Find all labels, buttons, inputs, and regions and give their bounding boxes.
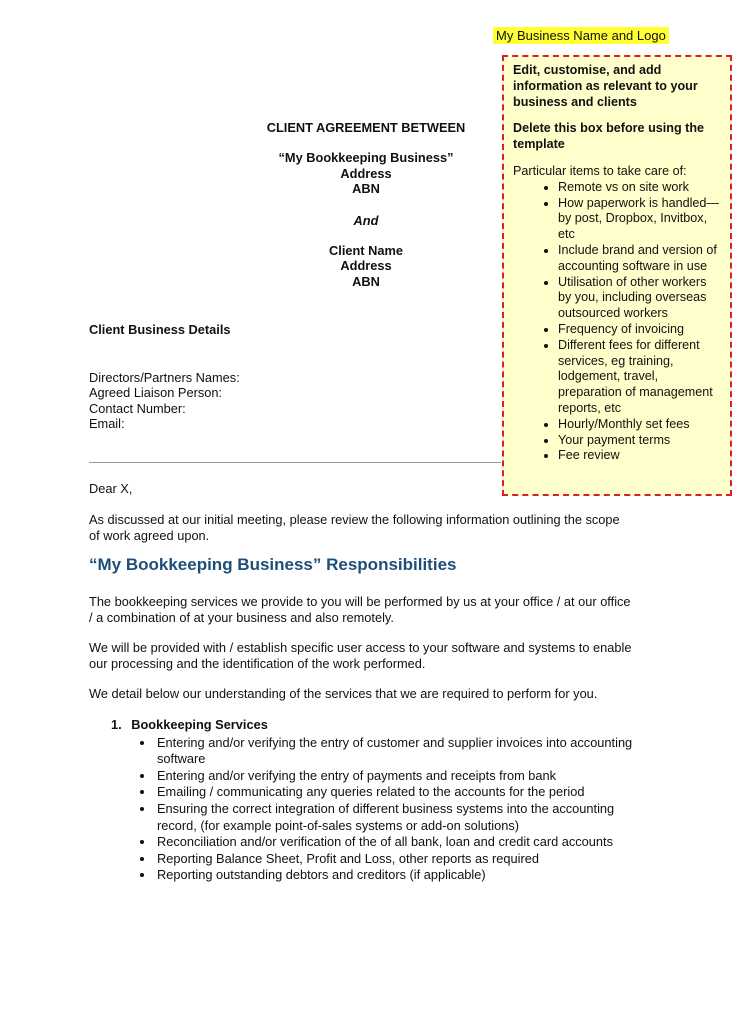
client-address: Address xyxy=(340,258,392,274)
paragraph-3-text: We detail below our understanding of the services that we are required to perform for you. xyxy=(89,686,598,701)
service-item: • Entering and/or verifying the entry of customer and supplier invoices into accounting software xyxy=(155,735,650,768)
note-item: • Fee review xyxy=(558,448,722,464)
note-item: • Your payment terms xyxy=(558,433,722,449)
client-name: Client Name xyxy=(329,243,403,259)
agreement-title: CLIENT AGREEMENT BETWEEN xyxy=(266,120,466,135)
business-logo-label: My Business Name and Logo xyxy=(493,27,669,44)
intro-paragraph xyxy=(89,512,629,543)
services-list xyxy=(111,735,650,884)
section-divider xyxy=(89,462,501,463)
paragraph-1-text: The bookkeeping services we provide to you will be performed by us at your office / at our office / a combination of at your business and also remotely. xyxy=(89,594,631,625)
paragraph-1 xyxy=(89,594,634,625)
services-title xyxy=(111,717,671,734)
business-name: “My Bookkeeping Business” xyxy=(278,150,454,166)
business-address: Address xyxy=(340,165,392,181)
note-item: • Include brand and version of accounting software in use xyxy=(558,243,722,275)
paragraph-2 xyxy=(89,640,634,671)
service-item: • Emailing / communicating any queries related to the accounts for the period xyxy=(155,784,650,801)
client-details-section xyxy=(89,322,649,432)
service-item: • Reconciliation and/or verification of the of all bank, loan and credit card accounts xyxy=(155,834,650,851)
contact-label: Contact Number: xyxy=(89,400,186,416)
liaison-label: Agreed Liaison Person: xyxy=(89,385,223,401)
bookkeeping-services-section xyxy=(111,717,671,884)
note-item: • Utilisation of other workers by you, including overseas outsourced workers xyxy=(558,275,722,322)
responsibilities-heading: “My Bookkeeping Business” Responsibilities xyxy=(89,555,457,574)
services-number: 1. xyxy=(111,717,122,732)
greeting xyxy=(89,481,649,497)
services-title-text: Bookkeeping Services xyxy=(131,717,268,732)
greeting-text: Dear X, xyxy=(89,481,133,496)
paragraph-2-text: We will be provided with / establish specific user access to your software and systems to enable our processing and the identification of the work performed. xyxy=(89,640,632,671)
note-item: • Remote vs on site work xyxy=(558,180,722,196)
client-details-heading: Client Business Details xyxy=(89,322,231,337)
client-abn: ABN xyxy=(352,273,380,289)
intro-text: As discussed at our initial meeting, please review the following information outlining the scope of work agreed upon. xyxy=(89,512,620,543)
service-item: • Reporting Balance Sheet, Profit and Loss, other reports as required xyxy=(155,851,650,868)
note-delete-instruction: Delete this box before using the template xyxy=(513,121,705,152)
business-abn: ABN xyxy=(352,181,380,197)
agreement-parties xyxy=(200,120,532,289)
note-item: • How paperwork is handled—by post, Dropbox, Invitbox, etc xyxy=(558,196,722,243)
service-item: • Ensuring the correct integration of different business systems into the accounting record, (for example point-of-sales systems or add-on solutions) xyxy=(155,801,650,834)
note-intro: Edit, customise, and add information as relevant to your business and clients xyxy=(513,63,698,109)
note-item: • Frequency of invoicing xyxy=(558,322,722,338)
note-item: • Different fees for different services, eg training, lodgement, travel, preparation of management reports, etc xyxy=(558,338,722,417)
and-separator: And xyxy=(353,212,379,228)
paragraph-3 xyxy=(89,686,649,702)
note-item: • Hourly/Monthly set fees xyxy=(558,417,722,433)
note-items-intro: Particular items to take care of: xyxy=(513,163,687,178)
directors-label: Directors/Partners Names: xyxy=(89,369,240,385)
service-item: • Entering and/or verifying the entry of payments and receipts from bank xyxy=(155,768,650,785)
email-label: Email: xyxy=(89,416,125,432)
service-item: • Reporting outstanding debtors and creditors (if applicable) xyxy=(155,867,650,884)
